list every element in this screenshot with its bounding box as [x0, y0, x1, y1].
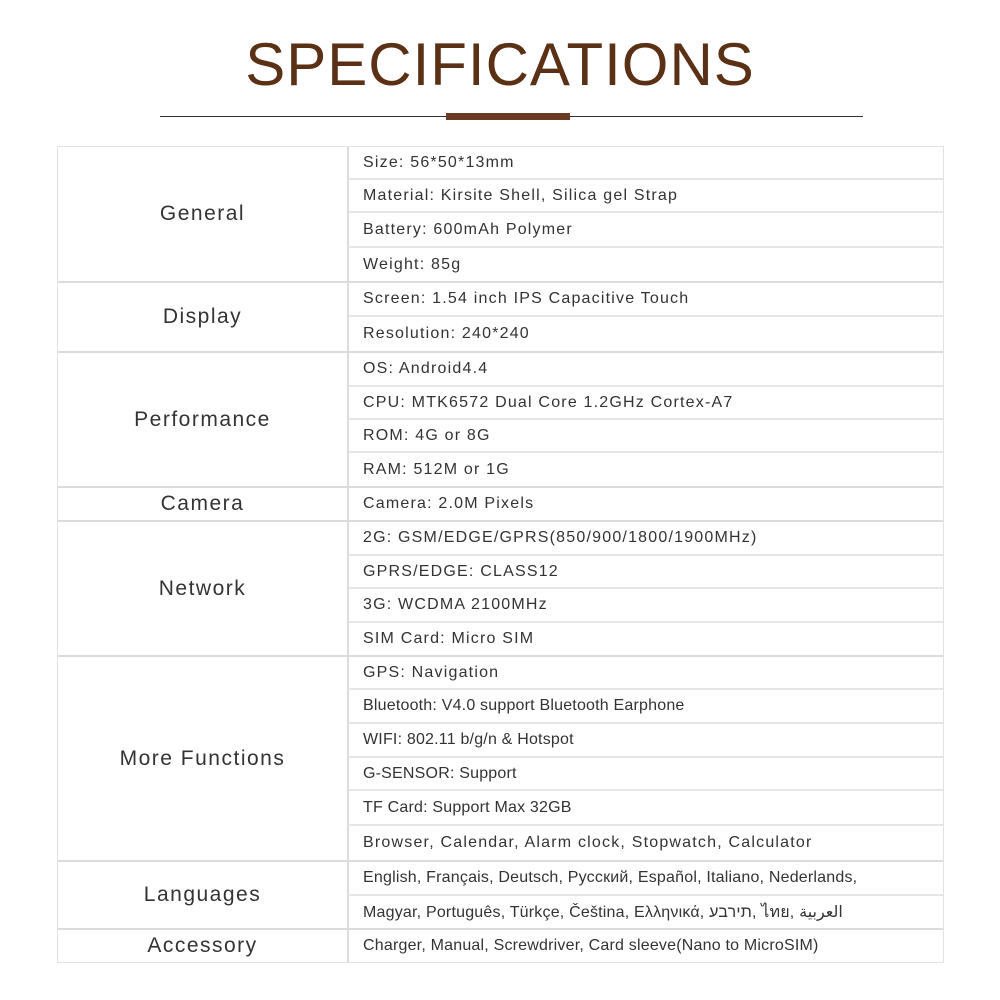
spec-row: Browser, Calendar, Alarm clock, Stopwatch, Calculator — [363, 834, 813, 851]
section-performance — [58, 353, 943, 488]
spec-row: Battery: 600mAh Polymer — [349, 213, 943, 248]
spec-row: ROM: 4G or 8G — [349, 420, 943, 453]
spec-row: English, Français, Deutsch, Русский, Español, Italiano, Nederlands, — [349, 862, 943, 896]
spec-row: Camera: 2.0M Pixels — [363, 495, 535, 512]
spec-row: Magyar, Português, Türkçe, Čeština, Ελληνικά, תירבע, ไทย, العربية — [363, 903, 843, 921]
spec-row: Weight: 85g — [363, 255, 462, 273]
spec-row: Bluetooth: V4.0 support Bluetooth Earphone — [349, 690, 943, 724]
spec-row: SIM Card: Micro SIM — [363, 630, 535, 647]
section-network — [58, 522, 943, 657]
spec-row: 2G: GSM/EDGE/GPRS(850/900/1800/1900MHz) — [349, 522, 943, 556]
category-label: More Functions — [58, 657, 349, 860]
page-title: SPECIFICATIONS — [245, 31, 755, 98]
category-label: Languages — [58, 862, 349, 928]
category-label: Accessory — [58, 930, 349, 962]
spec-row: TF Card: Support Max 32GB — [349, 791, 943, 826]
spec-row: GPS: Navigation — [349, 657, 943, 690]
spec-table — [57, 146, 944, 963]
section-more-functions — [58, 657, 943, 862]
spec-row: RAM: 512M or 1G — [363, 460, 510, 478]
category-label: Camera — [58, 488, 349, 520]
section-display — [58, 283, 943, 353]
section-general — [58, 147, 943, 283]
spec-row: 3G: WCDMA 2100MHz — [349, 589, 943, 623]
spec-row: GPRS/EDGE: CLASS12 — [349, 556, 943, 589]
spec-row: G-SENSOR: Support — [349, 758, 943, 791]
category-label: General — [58, 147, 349, 281]
spec-row: Screen: 1.54 inch IPS Capacitive Touch — [349, 283, 943, 317]
spec-row: OS: Android4.4 — [349, 353, 943, 387]
spec-row: WIFI: 802.11 b/g/n & Hotspot — [349, 724, 943, 758]
category-label: Network — [58, 522, 349, 655]
spec-row: Material: Kirsite Shell, Silica gel Strap — [349, 180, 943, 213]
section-languages — [58, 862, 943, 930]
spec-row: Size: 56*50*13mm — [349, 147, 943, 180]
spec-row: Charger, Manual, Screwdriver, Card sleeve(Nano to MicroSIM) — [363, 937, 819, 954]
title-divider-accent — [446, 113, 570, 120]
category-label: Performance — [58, 353, 349, 486]
spec-row: CPU: MTK6572 Dual Core 1.2GHz Cortex-A7 — [349, 387, 943, 420]
section-camera — [58, 488, 943, 522]
category-label: Display — [58, 283, 349, 351]
spec-row: Resolution: 240*240 — [363, 325, 530, 342]
section-accessory — [58, 930, 943, 962]
